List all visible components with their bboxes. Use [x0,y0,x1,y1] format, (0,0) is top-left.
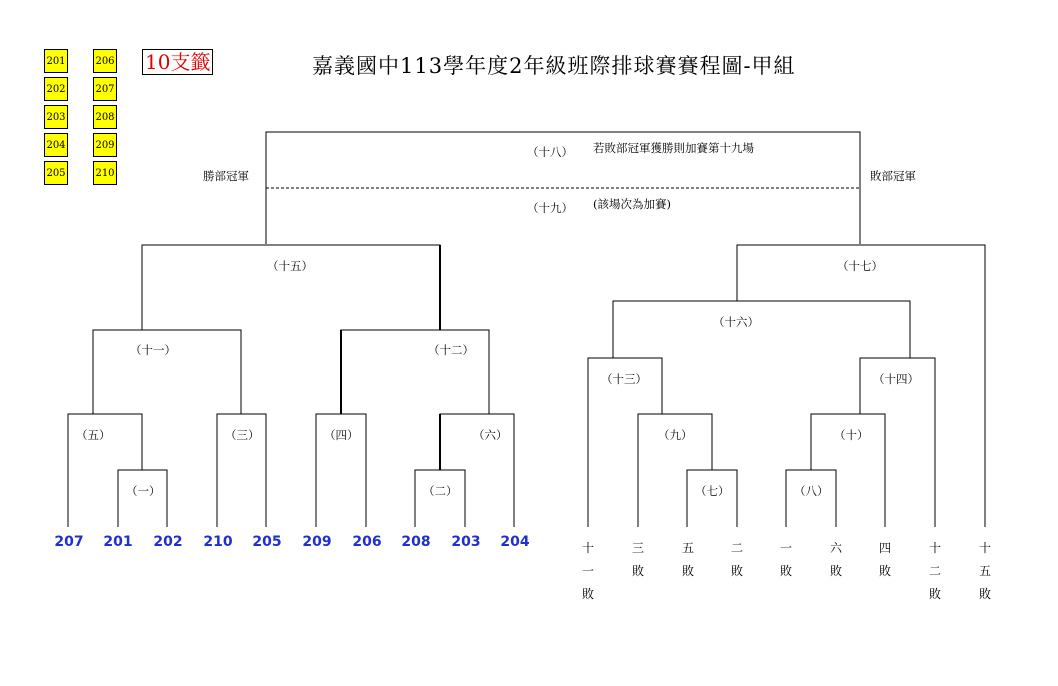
match-label-18: （十八） [527,145,573,159]
class-box: 205 [44,161,68,185]
match-label-11: （十一） [130,343,176,357]
match-label-17: （十七） [837,259,883,273]
class-box: 203 [44,105,68,129]
match-19-note: (該場次為加賽) [593,197,671,211]
loser-entrant-label: 六 敗 [829,541,842,578]
loser-entrant-label: 十 二 敗 [928,541,941,601]
class-box: 201 [44,49,68,73]
loser-entrant-label: 三 敗 [631,541,644,578]
team-label: 204 [500,534,530,550]
match-label-3: （三） [225,428,260,442]
class-box: 209 [93,133,117,157]
team-label: 206 [352,534,382,550]
match-label-8: （八） [794,484,829,498]
match-label-2: （二） [423,484,458,498]
winners-champion-label: 勝部冠軍 [203,169,249,183]
team-label: 201 [103,534,133,550]
loser-entrant-label: 十 一 敗 [581,541,594,601]
match-label-12: （十二） [428,343,474,357]
match-label-19: （十九） [527,201,573,215]
match-18-note: 若敗部冠軍獲勝則加賽第十九場 [593,141,754,155]
match-label-16: （十六） [713,315,759,329]
loser-entrant-label: 十 五 敗 [978,541,991,601]
team-label: 209 [302,534,332,550]
team-label: 208 [401,534,431,550]
match-label-1: （一） [126,484,161,498]
match-label-7: （七） [695,484,730,498]
class-box: 208 [93,105,117,129]
match-label-5: （五） [76,428,111,442]
match-label-13: （十三） [601,372,647,386]
class-box: 206 [93,49,117,73]
losers-champion-label: 敗部冠軍 [870,169,916,183]
match-label-15: （十五） [267,259,313,273]
loser-entrant-label: 一 敗 [779,541,792,578]
lots-label: 10支籤 [142,49,213,75]
team-label: 210 [203,534,233,550]
match-label-6: （六） [473,428,508,442]
class-box: 210 [93,161,117,185]
match-label-10: （十） [834,428,869,442]
match-label-9: （九） [658,428,693,442]
team-label: 203 [451,534,481,550]
team-label: 202 [153,534,183,550]
class-box: 204 [44,133,68,157]
class-box: 202 [44,77,68,101]
match-label-14: （十四） [873,372,919,386]
loser-entrant-label: 二 敗 [730,541,743,578]
match-label-4: （四） [324,428,359,442]
loser-entrant-label: 四 敗 [878,541,891,578]
loser-entrant-label: 五 敗 [681,541,694,578]
class-box: 207 [93,77,117,101]
team-label: 207 [54,534,84,550]
page-title: 嘉義國中113學年度2年級班際排球賽賽程圖-甲組 [312,54,796,78]
team-label: 205 [252,534,282,550]
